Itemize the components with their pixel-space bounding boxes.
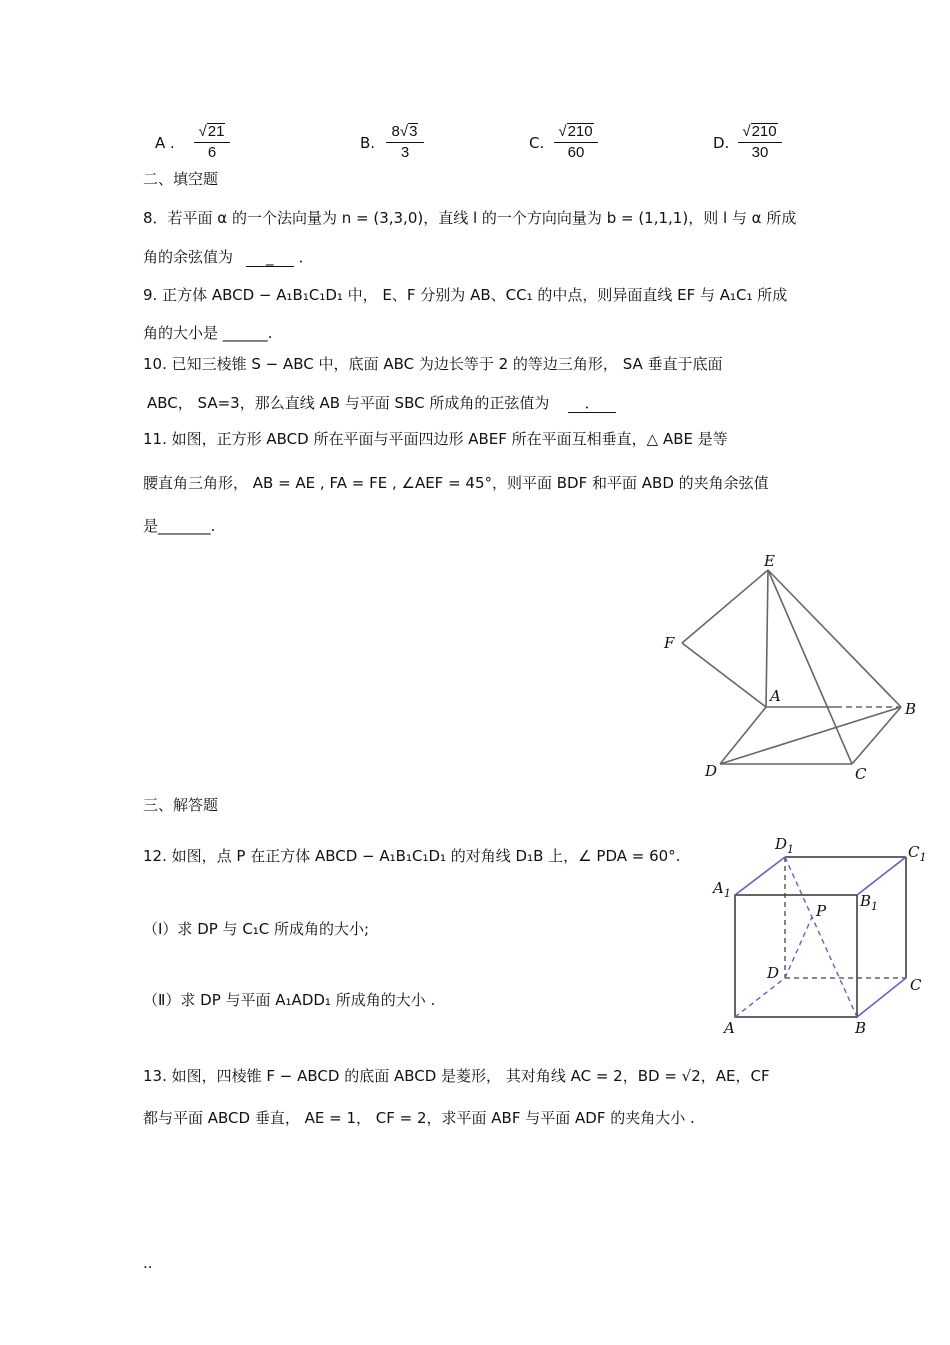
option-b-denominator: 3 bbox=[400, 144, 410, 161]
q11-figure bbox=[655, 548, 925, 788]
fig11-label-e: E bbox=[764, 552, 775, 570]
option-c-denominator: 60 bbox=[567, 144, 585, 161]
fig12-label-d: D bbox=[767, 964, 780, 982]
q11-line3: 是_______. bbox=[143, 517, 216, 535]
fig11-label-b: B bbox=[905, 700, 917, 718]
section-solve-heading: 三、解答题 bbox=[143, 796, 219, 814]
q9-line2: 角的大小是 ______. bbox=[143, 324, 273, 342]
q10-line2-text: ABC， SA=3，那么直线 AB 与平面 SBC 所成角的正弦值为 bbox=[147, 394, 550, 412]
page-footer-dots: .. bbox=[143, 1254, 153, 1272]
option-c-radicand: 210 bbox=[567, 123, 593, 140]
fig12-label-d1: $D_1$ bbox=[775, 835, 795, 856]
q12-line1: 12. 如图，点 P 在正方体 ABCD − A₁B₁C₁D₁ 的对角线 D₁B 上，∠ PDA = 60°. bbox=[143, 847, 681, 865]
option-d-denominator: 30 bbox=[751, 144, 769, 161]
q10-line2 bbox=[147, 394, 616, 413]
fig11-label-f: F bbox=[664, 634, 675, 652]
option-d-fraction: $\frac{√210}{30}$ bbox=[738, 122, 782, 163]
option-c-label: C. bbox=[529, 134, 545, 152]
option-d-radicand: 210 bbox=[751, 123, 777, 140]
q11-line1: 11. 如图，正方形 ABCD 所在平面与平面四边形 ABEF 所在平面互相垂直，△ ABE 是等 bbox=[143, 430, 728, 448]
q12-part1: （Ⅰ）求 DP 与 C₁C 所成角的大小; bbox=[143, 920, 370, 938]
option-a-radicand: 21 bbox=[207, 123, 225, 140]
option-b-radicand: 3 bbox=[409, 123, 418, 140]
q13-line1: 13. 如图，四棱锥 F − ABCD 的底面 ABCD 是菱形， 其对角线 AC = 2，BD = √2，AE，CF bbox=[143, 1067, 770, 1085]
q10-answer-blank: ． bbox=[568, 394, 616, 413]
q11-line2: 腰直角三角形， AB = AE , FA = FE , ∠AEF = 45°，则平面 BDF 和平面 ABD 的夹角余弦值 bbox=[143, 474, 769, 492]
q9-line1: 9. 正方体 ABCD − A₁B₁C₁D₁ 中， E、F 分别为 AB、CC₁ 的中点，则异面直线 EF 与 A₁C₁ 所成 bbox=[143, 286, 788, 304]
fig11-label-d: D bbox=[705, 762, 718, 780]
q8-line2 bbox=[143, 248, 314, 267]
q12-figure bbox=[705, 830, 930, 1040]
fig11-label-a: A bbox=[770, 687, 781, 705]
q8-line1: 8．若平面 α 的一个法向量为 n = (3,3,0)，直线 l 的一个方向向量为 b = (1,1,1)，则 l 与 α 所成 bbox=[143, 209, 797, 227]
q8-line2-end: ． bbox=[298, 248, 314, 266]
q8-line2-text: 角的余弦值为 bbox=[143, 248, 234, 266]
fig12-label-a: A bbox=[724, 1019, 735, 1037]
section-fill-heading: 二、填空题 bbox=[143, 170, 219, 188]
fig12-label-a1: $A_1$ bbox=[713, 879, 731, 900]
q8-answer-blank: _ bbox=[246, 248, 294, 267]
fig12-label-c1: $C_1$ bbox=[908, 843, 927, 864]
fig12-label-p: P bbox=[816, 902, 827, 920]
q13-line2: 都与平面 ABCD 垂直， AE = 1， CF = 2，求平面 ABF 与平面 ADF 的夹角大小 . bbox=[143, 1109, 695, 1127]
option-b-coefficient: 8 bbox=[391, 123, 400, 140]
option-d-label: D. bbox=[713, 134, 730, 152]
fig12-label-b1: $B_1$ bbox=[860, 892, 879, 913]
option-b-label: B. bbox=[360, 134, 376, 152]
option-a-label: A . bbox=[155, 134, 175, 152]
option-a-fraction: $\frac{√21}{6}$ bbox=[194, 122, 230, 163]
fig12-label-c: C bbox=[910, 976, 922, 994]
q12-part2: （Ⅱ）求 DP 与平面 A₁ADD₁ 所成角的大小 . bbox=[143, 991, 436, 1009]
option-c-fraction: $\frac{√210}{60}$ bbox=[554, 122, 598, 163]
option-b-fraction: $\frac{8√3}{3}$ bbox=[386, 122, 424, 163]
fig11-label-c: C bbox=[855, 765, 867, 783]
option-a-denominator: 6 bbox=[207, 144, 217, 161]
fig12-label-b: B bbox=[855, 1019, 867, 1037]
q10-line1: 10. 已知三棱锥 S − ABC 中，底面 ABC 为边长等于 2 的等边三角形， SA 垂直于底面 bbox=[143, 355, 723, 373]
